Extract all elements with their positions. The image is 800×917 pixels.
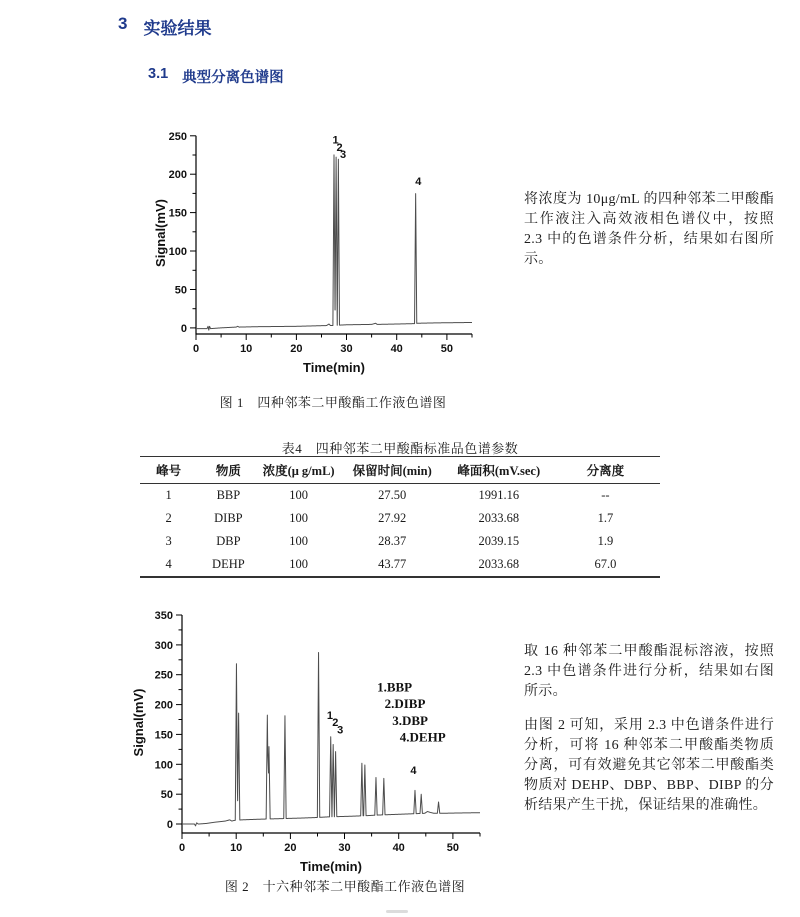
svg-text:50: 50 (446, 842, 460, 854)
peak-label: 1 (326, 709, 333, 722)
paragraph-method-figure1: 将浓度为 10μg/mL 的四种邻苯二甲酸酯工作液注入高效液相色谱仪中，按照 2.3 中的色谱条件分析，结果如右图所示。 (524, 192, 774, 267)
table4-cell: 27.50 (378, 488, 407, 502)
svg-text:20: 20 (290, 343, 303, 355)
table4-cell: 100 (289, 488, 308, 502)
table4-header-cell: 物质 (197, 457, 259, 484)
svg-text:30: 30 (338, 842, 351, 854)
paragraph-method-figure2: 取 16 种邻苯二甲酸酯混标溶液，按照 2.3 中色谱条件进行分析，结果如右图所示。 (524, 644, 774, 699)
figure2-chromatogram (130, 596, 488, 888)
svg-text:350: 350 (154, 610, 173, 622)
svg-text:250: 250 (154, 669, 173, 682)
svg-text:50: 50 (160, 789, 173, 802)
table4-caption: 表4 四种邻苯二甲酸酯标准品色谱参数 (281, 441, 519, 456)
table4-cell: 100 (289, 557, 308, 571)
svg-text:300: 300 (154, 639, 173, 652)
table4-cell: DIBP (214, 511, 243, 525)
svg-text:0: 0 (180, 322, 187, 335)
x-axis-title: Time(min) (303, 360, 365, 375)
subsection-heading (148, 66, 284, 87)
svg-text:40: 40 (392, 842, 405, 854)
scan-artifact (386, 910, 408, 913)
y-axis-title: Signal(mV) (131, 688, 146, 757)
table4-header-cell: 峰面积(mV.sec) (447, 457, 551, 484)
table4-header-row (140, 457, 660, 484)
table4-header-cell: 浓度(μ g/mL) (260, 457, 338, 484)
table4-cell: -- (601, 488, 610, 502)
peak-label: 4 (415, 176, 422, 188)
table4-cell: DBP (216, 534, 241, 548)
table-row (140, 530, 660, 553)
axes (182, 615, 480, 833)
legend-entry: 2.DIBP (384, 696, 426, 712)
table4-cell: BBP (216, 488, 241, 502)
svg-text:0: 0 (192, 343, 200, 355)
legend-entry: 1.BBP (377, 679, 413, 695)
table4-header-cell: 保留时间(min) (338, 457, 447, 484)
svg-text:150: 150 (154, 729, 173, 742)
table4-cell: 100 (289, 511, 308, 525)
table4-cell: 1991.16 (478, 488, 520, 502)
table4-cell: 2 (165, 511, 172, 525)
peak-label: 1 (332, 134, 339, 147)
svg-text:30: 30 (340, 343, 353, 355)
table4-cell: 100 (289, 534, 308, 548)
peak-label: 3 (339, 149, 347, 162)
figure1-caption: 图 1 四种邻苯二甲酸酯工作液色谱图 (219, 395, 447, 410)
section-number: 3 (118, 14, 128, 33)
svg-text:0: 0 (178, 842, 186, 854)
svg-text:10: 10 (230, 842, 243, 854)
table-row (140, 553, 660, 577)
svg-text:250: 250 (168, 130, 187, 143)
section-heading (118, 14, 211, 39)
legend-entry: 3.DBP (392, 712, 428, 728)
table4-cell: 2033.68 (478, 511, 520, 525)
peak-label: 2 (332, 717, 339, 730)
table4-cell: 2033.68 (478, 557, 520, 571)
table4-cell: DEHP (212, 557, 245, 571)
table4-cell: 1.9 (597, 534, 614, 548)
subsection-title: 典型分离色谱图 (182, 70, 284, 86)
y-axis-title: Signal(mV) (153, 199, 168, 267)
section-title: 实验结果 (143, 19, 212, 38)
svg-text:50: 50 (440, 343, 454, 355)
table4-header-cell: 分离度 (551, 457, 660, 484)
table-row (140, 484, 660, 508)
svg-text:150: 150 (168, 207, 187, 220)
svg-text:200: 200 (168, 169, 187, 182)
peak-label: 3 (337, 724, 344, 737)
subsection-number: 3.1 (148, 66, 169, 82)
table4-cell: 3 (165, 534, 172, 548)
svg-text:100: 100 (154, 759, 173, 772)
table4-cell: 1.7 (597, 511, 614, 525)
svg-text:0: 0 (166, 819, 173, 831)
table4-cell: 1 (165, 488, 172, 502)
table4-cell: 28.37 (378, 534, 407, 548)
table4-cell: 43.77 (378, 557, 407, 571)
figure1-chromatogram (152, 112, 478, 388)
table-row (140, 507, 660, 530)
x-axis-title: Time(min) (300, 859, 362, 874)
svg-text:100: 100 (168, 246, 187, 258)
signal-trace (196, 155, 472, 330)
svg-text:50: 50 (174, 284, 187, 297)
table4-cell: 2039.15 (478, 534, 520, 548)
figure2-caption: 图 2 十六种邻苯二甲酸酯工作液色谱图 (224, 879, 466, 894)
peak-label: 4 (410, 764, 417, 777)
table4-cell: 27.92 (378, 511, 407, 525)
table4-cell: 4 (165, 557, 172, 571)
table4-standards-parameters (140, 456, 660, 578)
table4-header-cell: 峰号 (140, 457, 197, 484)
paragraph-discussion-figure2: 由图 2 可知，采用 2.3 中色谱条件进行分析，可将 16 种邻苯二甲酸酯类物质分离，可有效避免其它邻苯二甲酸酯类物质对 DEHP、DBP、BBP、DIBP 的分析结果产生干扰，保证结果的准确性。 (524, 718, 774, 813)
peak-label: 2 (336, 142, 343, 155)
svg-text:200: 200 (154, 699, 173, 712)
legend-entry: 4.DEHP (399, 729, 446, 745)
table4-cell: 67.0 (594, 557, 617, 571)
svg-text:20: 20 (284, 842, 297, 854)
svg-text:10: 10 (240, 343, 253, 355)
svg-text:40: 40 (390, 343, 403, 355)
